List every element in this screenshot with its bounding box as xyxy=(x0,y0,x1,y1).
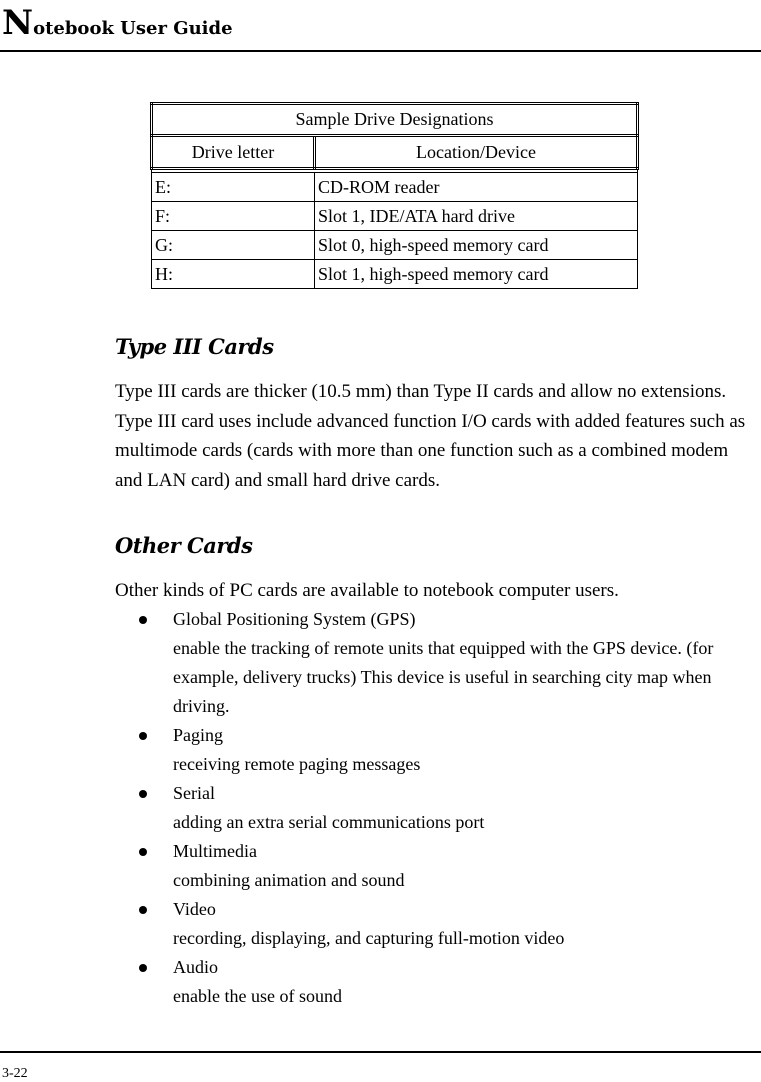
list-item-name: Serial xyxy=(173,783,215,803)
table-caption: Sample Drive Designations xyxy=(152,104,638,136)
page-footer xyxy=(0,1051,761,1081)
bullet-icon xyxy=(139,790,147,798)
list-item-name: Multimedia xyxy=(173,841,257,861)
list-item-description: combining animation and sound xyxy=(173,870,405,890)
list-item-name: Paging xyxy=(173,725,224,745)
header-title-rest: otebook User Guide xyxy=(33,18,233,39)
list-item xyxy=(115,895,761,953)
table-row xyxy=(152,260,638,289)
header-title-initial: N xyxy=(2,3,34,43)
table-cell: G: xyxy=(152,231,315,260)
table-cell: CD-ROM reader xyxy=(315,173,638,202)
header-title xyxy=(2,3,233,43)
list-item-name: Audio xyxy=(173,957,218,977)
bullet-icon xyxy=(139,732,147,740)
section-heading-other-cards: Other Cards xyxy=(115,533,253,558)
bullet-icon xyxy=(139,906,147,914)
list-item-description: recording, displaying, and capturing full-motion video xyxy=(173,928,565,948)
list-item-description: receiving remote paging messages xyxy=(173,754,421,774)
page-header xyxy=(0,0,761,52)
bullet-icon xyxy=(139,964,147,972)
table-header-row xyxy=(152,136,638,169)
list-item-description: enable the use of sound xyxy=(173,986,342,1006)
list-item-description: enable the tracking of remote units that equipped with the GPS device. (for example, delivery trucks) This device is useful in searching city map when driving. xyxy=(173,638,714,716)
table-cell: Slot 0, high-speed memory card xyxy=(315,231,638,260)
column-header-location-device: Location/Device xyxy=(315,136,638,169)
table-cell: Slot 1, high-speed memory card xyxy=(315,260,638,289)
section-heading-type-iii-cards: Type III Cards xyxy=(115,334,274,359)
list-item xyxy=(115,953,761,1011)
drive-designations-table xyxy=(150,102,639,289)
list-item xyxy=(115,721,761,779)
table-cell: H: xyxy=(152,260,315,289)
bullet-icon xyxy=(139,616,147,624)
other-cards-list xyxy=(115,576,761,1011)
list-item-description: adding an extra serial communications port xyxy=(173,812,485,832)
type-iii-paragraph: Type III cards are thicker (10.5 mm) than Type II cards and allow no extensions. Type III card uses include advanced function I/O cards with added features such as multimode cards (cards with more than one function such as a combined modem and LAN card) and small hard drive cards. xyxy=(115,381,746,491)
bullet-icon xyxy=(139,848,147,856)
table-row xyxy=(152,231,638,260)
table-cell: F: xyxy=(152,202,315,231)
other-cards-intro: Other kinds of PC cards are available to notebook computer users. xyxy=(115,580,619,601)
list-item-name: Video xyxy=(173,899,216,919)
table-row xyxy=(152,202,638,231)
table-row xyxy=(152,173,638,202)
table-cell: Slot 1, IDE/ATA hard drive xyxy=(315,202,638,231)
list-item xyxy=(115,837,761,895)
list-item xyxy=(115,779,761,837)
list-item xyxy=(115,605,761,721)
table-cell: E: xyxy=(152,173,315,202)
column-header-drive-letter: Drive letter xyxy=(152,136,315,169)
page-number: 3-22 xyxy=(2,1066,28,1081)
list-item-name: Global Positioning System (GPS) xyxy=(173,609,416,629)
